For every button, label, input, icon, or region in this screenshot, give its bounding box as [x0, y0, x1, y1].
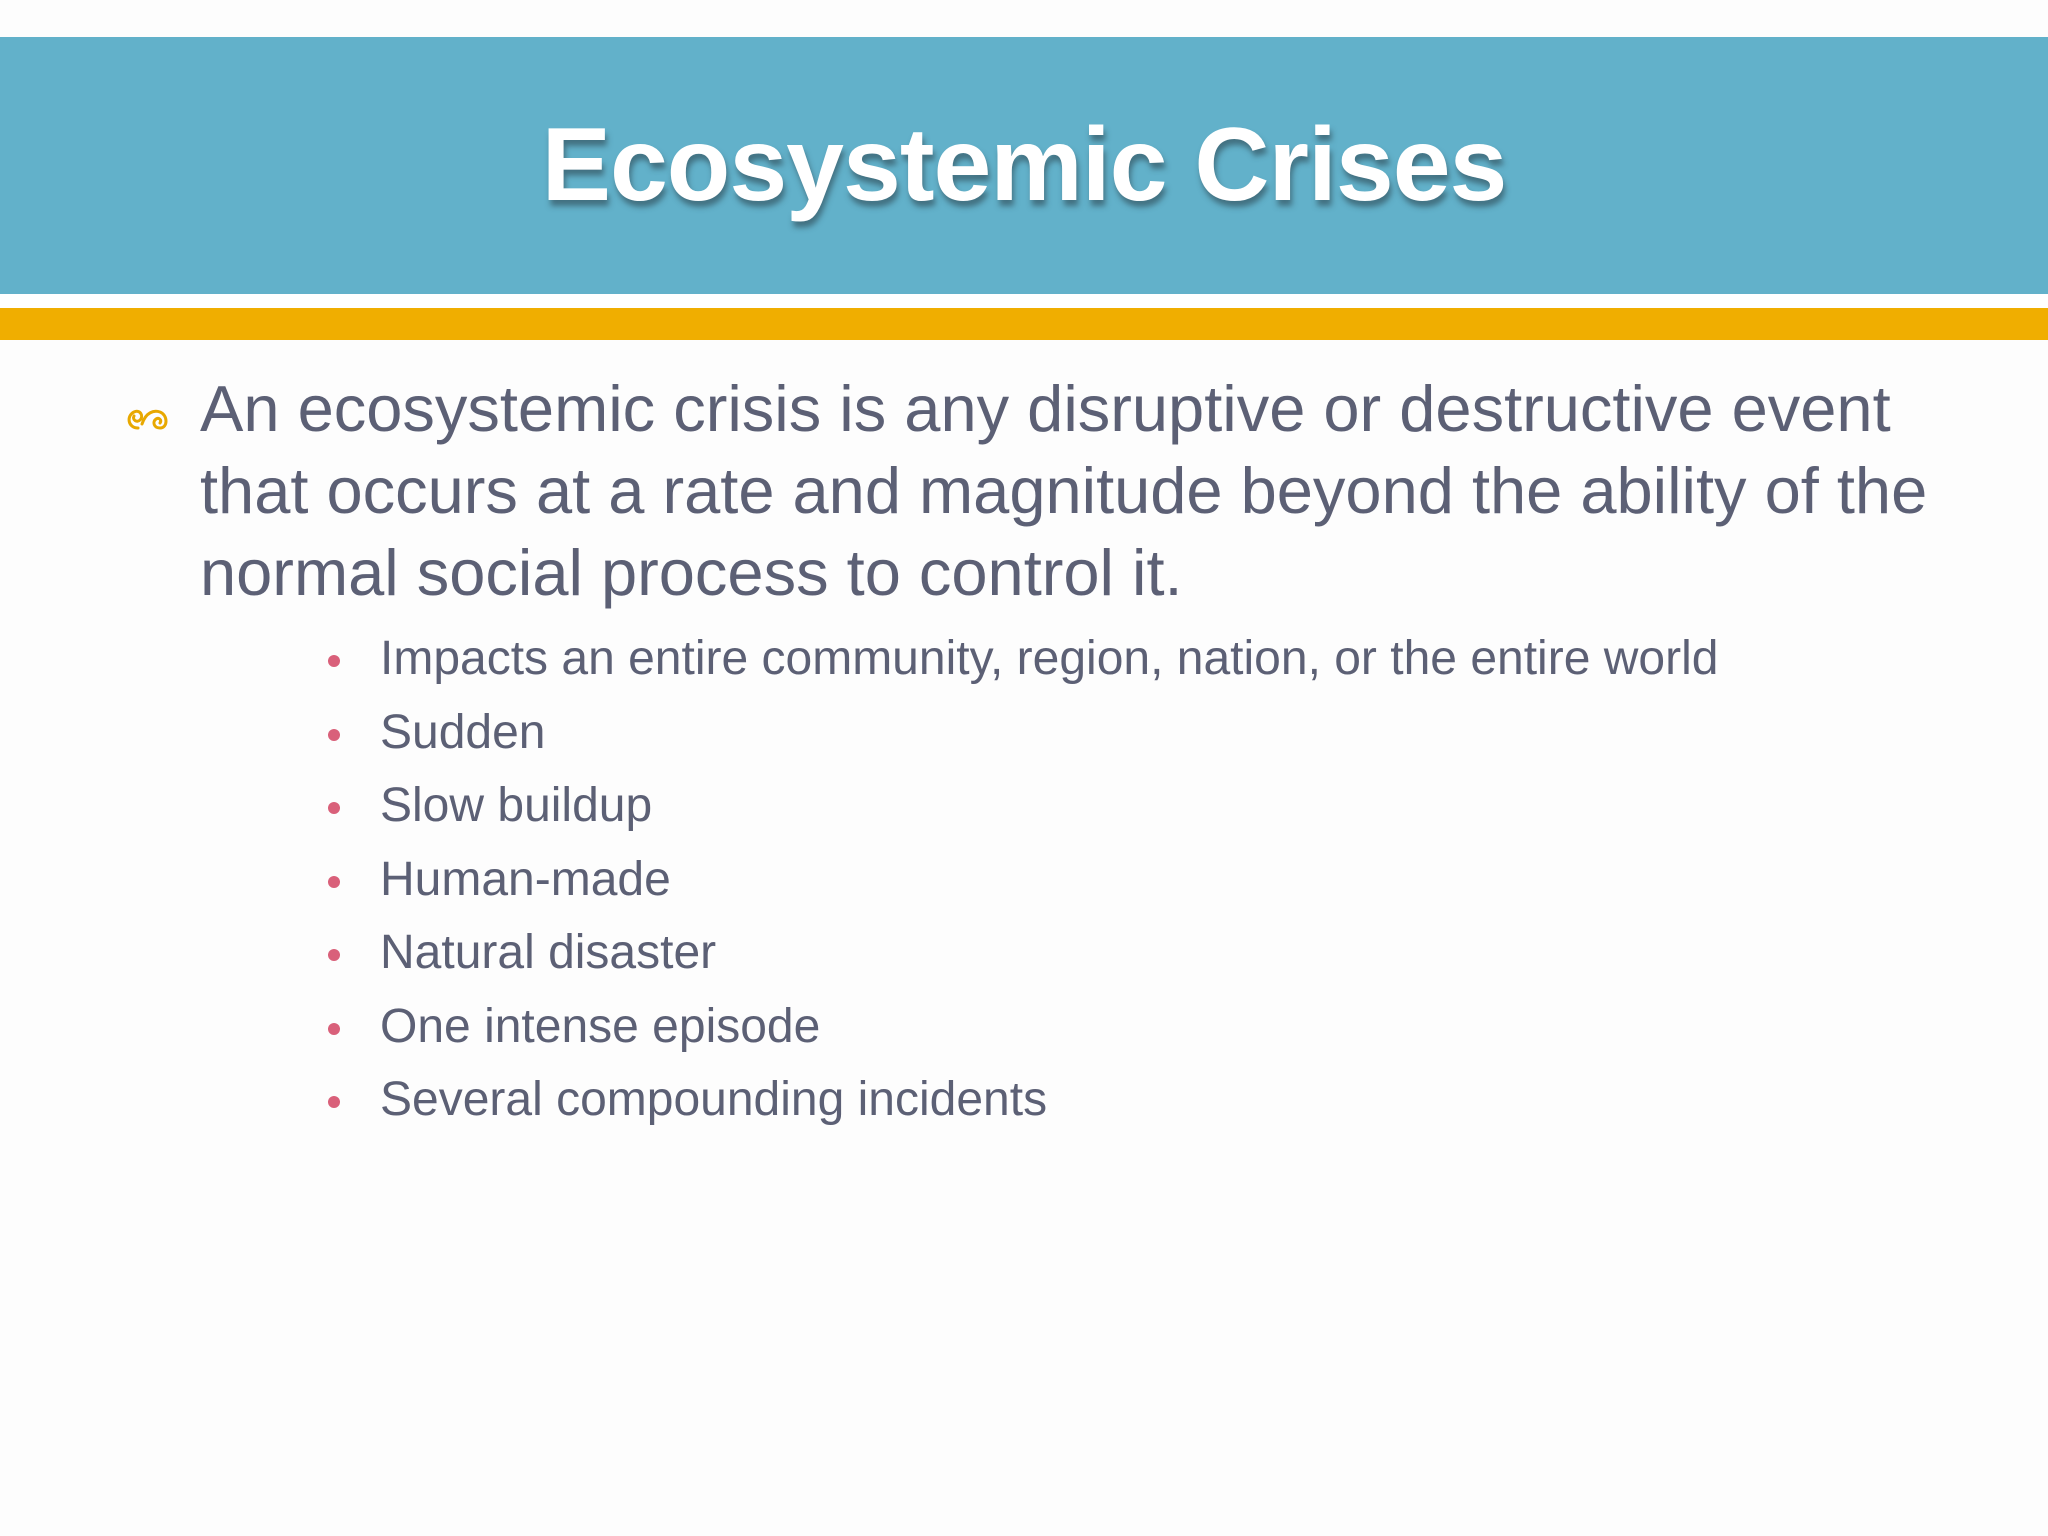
list-item-text: One intense episode	[380, 999, 821, 1053]
curl-ornament-icon	[124, 404, 172, 434]
bullet-dot-icon	[328, 1096, 340, 1108]
list-item-text: Several compounding incidents	[380, 1073, 1048, 1126]
bullet-dot-icon	[328, 655, 340, 667]
accent-bar	[0, 308, 2048, 340]
bullet-dot-icon	[328, 949, 340, 961]
list-item-text: Human-made	[380, 852, 671, 906]
list-item-text: Sudden	[380, 705, 546, 759]
bullet-dot-icon	[328, 1023, 340, 1035]
main-bullet-text: An ecosystemic crisis is any disruptive or destructive event that occurs at a rate and magnitude beyond the ability of the normal social process to control it.	[200, 372, 1928, 609]
bullet-dot-icon	[328, 729, 340, 741]
list-item-text: Natural disaster	[380, 926, 717, 979]
divider-gap	[0, 294, 2048, 308]
bullet-dot-icon	[328, 802, 340, 814]
list-item-text: Impacts an entire community, region, nation, or the entire world	[380, 632, 1719, 685]
list-item-text: Slow buildup	[380, 779, 653, 832]
bullet-dot-icon	[328, 876, 340, 888]
slide-title: Ecosystemic Crises	[541, 107, 1507, 223]
